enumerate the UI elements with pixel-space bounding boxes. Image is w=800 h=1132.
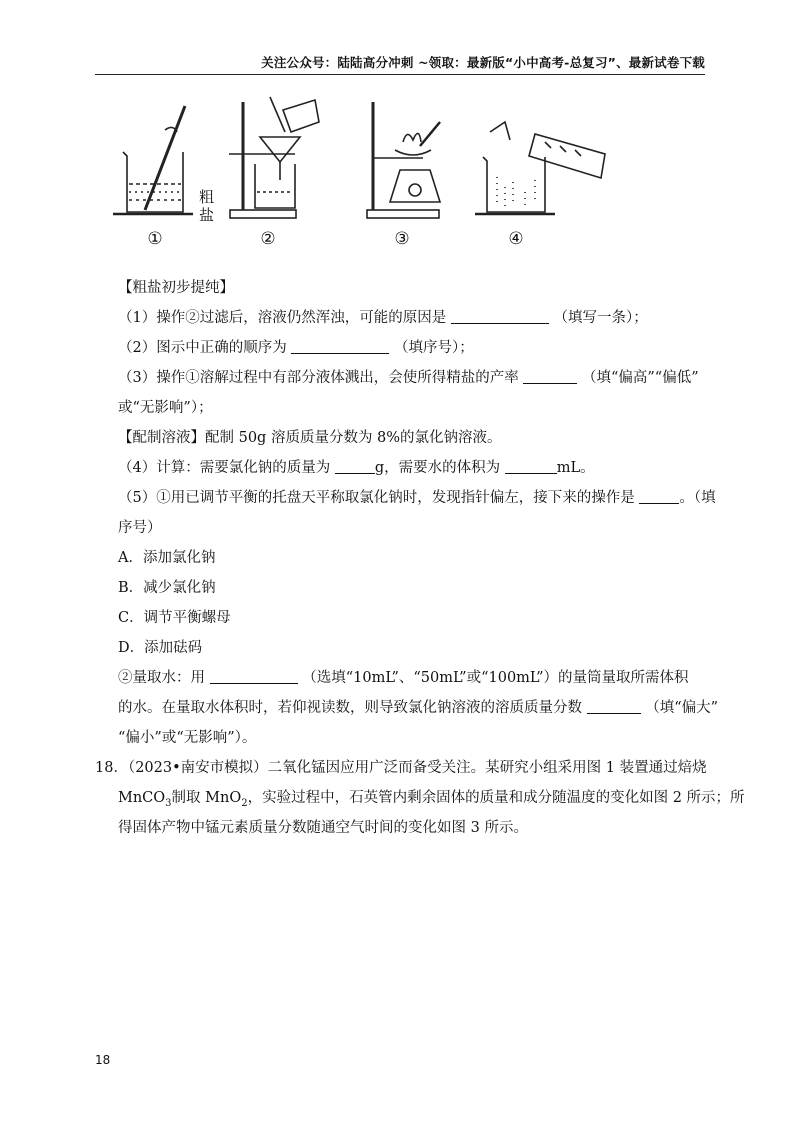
option-d: D．添加砝码 [118,640,203,656]
question-1: （1）操作②过滤后，溶液仍然浑浊，可能的原因是 （填写一条）； [118,310,648,326]
question-5-part2: ②量取水：用 （选填“10mL”、“50mL”或“100mL”）的量筒量取所需体积 [118,670,689,686]
question-18-cont: MnCO$_3$制取 MnO$_2$，实验过程中，石英管内剩余固体的质量和成分随温度的变化如图 2 所示；所 [118,790,745,809]
option-c: C．调节平衡螺母 [118,610,231,626]
figure-label-4: ④ [508,229,524,249]
filtration-setup [229,97,319,218]
question-18: 18．（2023•南安市模拟）二氧化锰因应用广泛而备受关注。某研究小组采用图 1 装置通过焙烧 [95,760,707,776]
figure-label-3: ③ [394,229,410,249]
answer-blank[interactable] [639,489,679,504]
question-5-part2-end: “偏小”或“无影响”）。 [118,730,257,746]
page-header: 关注公众号：陆陆高分冲刺 ~领取：最新版“小中高考-总复习”、最新试卷下载 [95,52,705,75]
dissolve-beaker [113,106,193,214]
question-4: （4）计算：需要氯化钠的质量为 g，需要水的体积为 mL。 [118,460,595,476]
question-5-part2-cont: 的水。在量取水体积时，若仰视读数，则导致氯化钠溶液的溶质质量分数 （填“偏大” [118,700,719,716]
answer-blank[interactable] [505,459,557,474]
figure-label-2: ② [260,229,276,249]
question-3: （3）操作①溶解过程中有部分液体溅出，会使所得精盐的产率 （填“偏高”“偏低” [118,370,699,386]
page-number: 18 [95,1053,111,1067]
question-3-cont: 或“无影响”）； [118,400,213,416]
answer-blank[interactable] [335,459,375,474]
evaporation-setup [367,102,440,218]
question-18-end: 得固体产物中锰元素质量分数随通空气时间的变化如图 3 所示。 [118,820,528,836]
apparatus-drawing [105,92,645,252]
answer-blank[interactable] [523,369,577,384]
question-5-cont: 序号） [118,520,162,536]
figure-label-1: ① [147,229,163,249]
option-b: B．减少氯化钠 [118,580,216,596]
question-5: （5）①用已调节平衡的托盘天平称取氯化钠时，发现指针偏左，接下来的操作是 。（填 [118,490,716,506]
transfer-setup [475,122,605,214]
salt-label-top: 粗 [199,188,215,206]
option-a: A．添加氯化钠 [118,550,216,566]
question-2: （2）图示中正确的顺序为 （填序号）； [118,340,474,356]
answer-blank[interactable] [210,669,298,684]
salt-label-bottom: 盐 [199,206,215,224]
answer-blank[interactable] [451,309,549,324]
answer-blank[interactable] [587,699,641,714]
apparatus-figures [105,92,645,252]
answer-blank[interactable] [291,339,389,354]
section-title-purification: 【粗盐初步提纯】 [118,280,234,296]
section-title-solution: 【配制溶液】配制 50g 溶质质量分数为 8%的氯化钠溶液。 [118,430,502,446]
